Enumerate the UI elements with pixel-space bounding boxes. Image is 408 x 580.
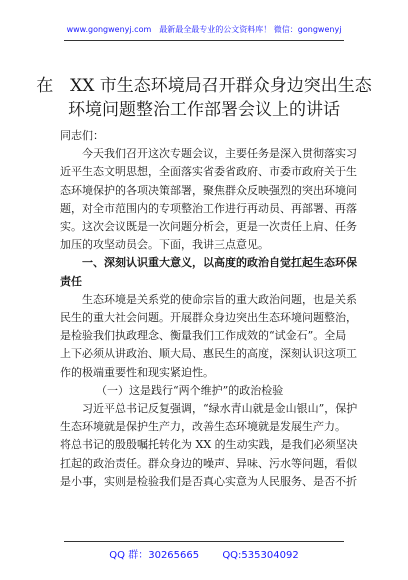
document-body bbox=[60, 127, 358, 491]
footer-divider bbox=[64, 541, 344, 542]
title-line-1: 在 XX 市生态环境局召开群众身边突出生态 bbox=[36, 76, 372, 96]
document-title bbox=[30, 74, 378, 122]
paragraph-line: 民生的重大社会问题。开展群众身边突出生态环境问题整治， bbox=[60, 311, 357, 325]
header-divider bbox=[64, 40, 344, 41]
paragraph-line: 是小事，实则是检验我们是否真心实意为人民服务、是否不折 bbox=[60, 474, 357, 488]
paragraph-line: 近平生态文明思想，全面落实省委省政府、市委市政府关于生 bbox=[60, 165, 357, 179]
paragraph-line: 态环境保护的各项决策部署，聚焦群众反映强烈的突出环境问 bbox=[60, 183, 357, 197]
section-heading: 责任 bbox=[60, 274, 82, 288]
paragraph-line: 将总书记的殷殷嘱托转化为 XX 的生动实践，是我们必须坚决 bbox=[60, 438, 358, 452]
paragraph-line: 作的极端重要性和现实紧迫性。 bbox=[60, 365, 214, 379]
site-header: www.gongwenyj.com 最新最全最专业的公文资料库！ 微信：gongwenyj bbox=[66, 25, 342, 34]
qq-group: QQ 群：30265665 bbox=[109, 550, 200, 561]
paragraph-line: 题，对全市范围内的专项整治工作进行再动员、再部署、再落 bbox=[60, 201, 357, 215]
paragraph-line: 生态环境是关系党的使命宗旨的重大政治问题，也是关系 bbox=[82, 292, 357, 306]
paragraph-line: 习近平总书记反复强调，“绿水青山就是金山银山”，保护 bbox=[82, 402, 358, 416]
section-heading: 一、深刻认识重大意义，以高度的政治自觉扛起生态环保 bbox=[82, 256, 357, 270]
site-footer bbox=[0, 546, 408, 561]
paragraph-line: 今天我们召开这次专题会议，主要任务是深入贯彻落实习 bbox=[82, 147, 357, 161]
paragraph-line: 生态环境就是保护生产力，改善生态环境就是发展生产力。 bbox=[60, 420, 346, 434]
subsection-heading: （一）这是践行“两个维护”的政治检验 bbox=[96, 383, 284, 397]
title-line-2: 环境问题整治工作部署会议上的讲话 bbox=[68, 100, 340, 120]
qq-contact: QQ:535304092 bbox=[222, 550, 299, 561]
paragraph-line: 扛起的政治责任。群众身边的噪声、异味、污水等问题，看似 bbox=[60, 456, 357, 470]
paragraph-line: 加压的攻坚动员会。下面，我讲三点意见。 bbox=[60, 238, 269, 252]
paragraph-line: 上下必须从讲政治、顺大局、惠民生的高度，深刻认识这项工 bbox=[60, 347, 357, 361]
paragraph-line: 实。这次会议既是一次问题分析会，更是一次责任上肩、任务 bbox=[60, 220, 357, 234]
paragraph-line: 是检验我们执政理念、衡量我们工作成效的“试金石”。全局 bbox=[60, 329, 347, 343]
salutation: 同志们： bbox=[60, 129, 104, 142]
